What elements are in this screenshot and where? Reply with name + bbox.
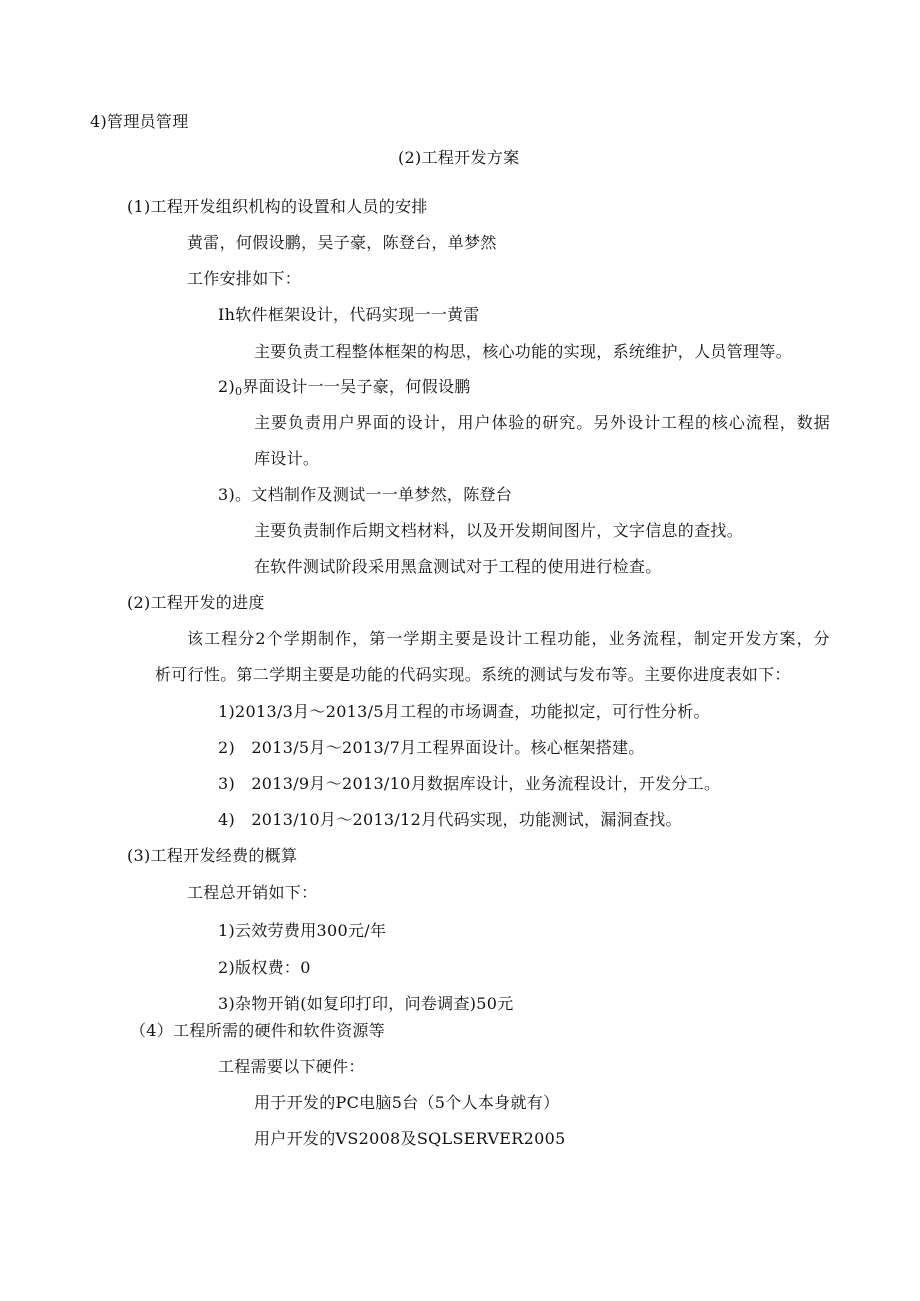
resource-item: 用户开发的VS2008及SQLSERVER2005 xyxy=(254,1129,566,1148)
schedule-item: 3) 2013/9月～2013/10月数据库设计，业务流程设计，开发分工。 xyxy=(218,774,721,793)
work-item-2-desc-line2: 库设计。 xyxy=(254,449,320,468)
team-members: 黄雷，何假设鹏，吴子豪，陈登台，单梦然 xyxy=(187,233,497,252)
resources-intro: 工程需要以下硬件： xyxy=(218,1057,365,1076)
heading-organization: (1)工程开发组织机构的设置和人员的安排 xyxy=(127,197,428,216)
budget-intro: 工程总开销如下： xyxy=(187,883,318,902)
schedule-item: 4) 2013/10月～2013/12月代码实现，功能测试，漏洞查找。 xyxy=(218,810,682,829)
schedule-intro-line1: 该工程分2个学期制作，第一学期主要是设计工程功能，业务流程，制定开发方案，分 xyxy=(187,629,830,648)
heading-schedule: (2)工程开发的进度 xyxy=(127,593,265,612)
heading-resources: （4）工程所需的硬件和软件资源等 xyxy=(130,1021,385,1040)
work-item-1-desc: 主要负责工程整体框架的构思，核心功能的实现，系统维护，人员管理等。 xyxy=(254,342,792,361)
work-item-1-title: Ih软件框架设计，代码实现一一黄雷 xyxy=(218,305,480,324)
work-item-3-desc-line1: 主要负责制作后期文档材料，以及开发期间图片，文字信息的查找。 xyxy=(254,521,744,540)
schedule-item: 1)2013/3月～2013/5月工程的市场调查，功能拟定，可行性分析。 xyxy=(218,702,710,721)
section-title-admin: 4)管理员管理 xyxy=(90,112,189,131)
work-item-2-desc-line1: 主要负责用户界面的设计，用户体验的研究。另外设计工程的核心流程，数据 xyxy=(254,413,830,432)
budget-item: 1)云效劳费用300元/年 xyxy=(218,921,387,940)
heading-budget: (3)工程开发经费的概算 xyxy=(127,846,298,865)
work-item-2-text: 界面设计一一吴子豪，何假设鹏 xyxy=(242,377,471,396)
work-item-3-desc-line2: 在软件测试阶段采用黑盒测试对于工程的使用进行检查。 xyxy=(254,557,662,576)
budget-item: 3)杂物开销(如复印打印，问卷调查)50元 xyxy=(218,994,514,1013)
budget-item: 2)版权费：0 xyxy=(218,958,311,977)
work-item-3-title: 3)。文档制作及测试一一单梦然，陈登台 xyxy=(218,485,513,504)
plan-title: (2)工程开发方案 xyxy=(398,148,520,167)
resource-item: 用于开发的PC电脑5台（5个人本身就有） xyxy=(254,1093,560,1112)
work-arrangement-intro: 工作安排如下： xyxy=(187,269,302,288)
schedule-intro-line2: 析可行性。第二学期主要是功能的代码实现。系统的测试与发布等。主要你进度表如下： xyxy=(155,665,791,684)
work-item-2-subscript: 0 xyxy=(235,385,243,398)
work-item-2-title xyxy=(218,376,471,403)
schedule-item: 2) 2013/5月～2013/7月工程界面设计。核心框架搭建。 xyxy=(218,738,645,757)
work-item-2-prefix: 2) xyxy=(218,377,236,396)
